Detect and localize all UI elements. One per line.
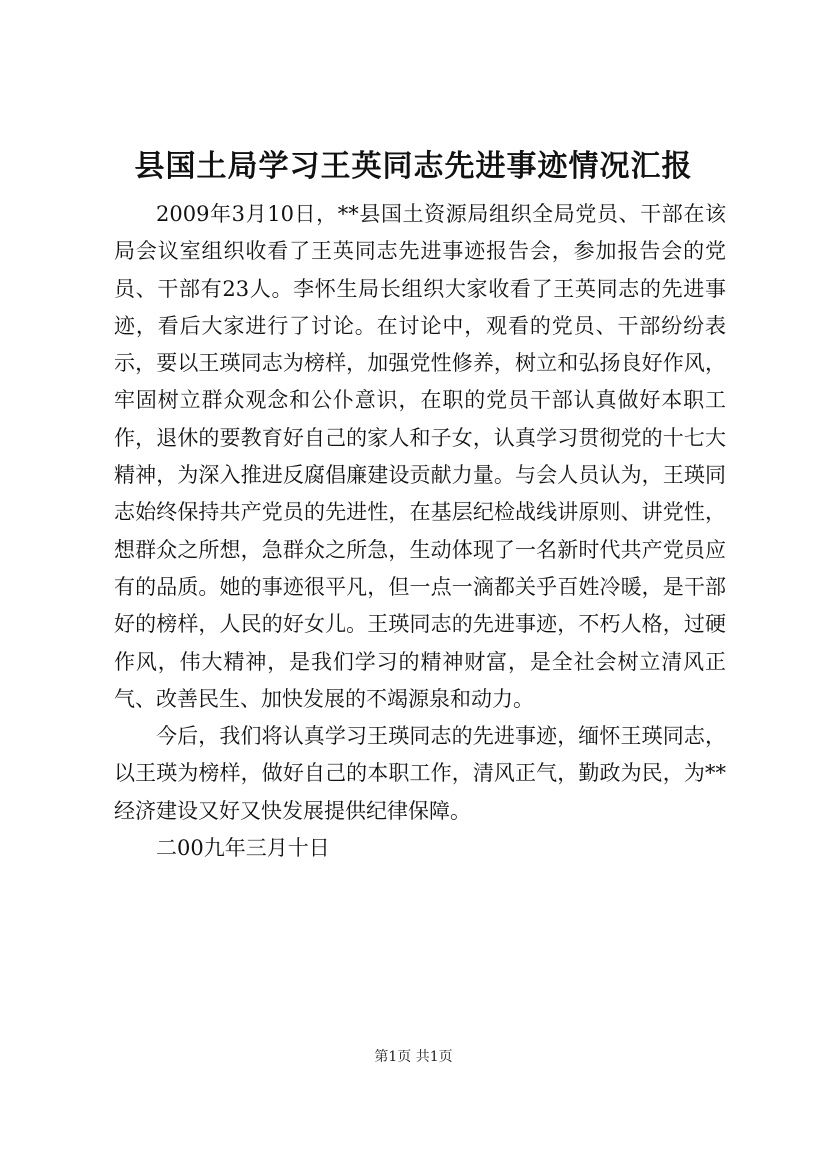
document-body xyxy=(114,196,726,867)
document-date: 二00九年三月十日 xyxy=(156,836,330,861)
body-paragraph-1: 2009年3月10日，**县国土资源局组织全局党员、干部在该局会议室组织收看了王英同志先进事迹报告会，参加报告会的党员、干部有23人。李怀生局长组织大家收看了王英同志的先进事迹，看后大家进行了讨论。在讨论中，观看的党员、干部纷纷表示，要以王瑛同志为榜样，加强党性修养，树立和弘扬良好作风，牢固树立群众观念和公仆意识，在职的党员干部认真做好本职工作，退休的要教育好自己的家人和子女，认真学习贯彻党的十七大精神，为深入推进反腐倡廉建设贡献力量。与会人员认为，王瑛同志始终保持共产党员的先进性，在基层纪检战线讲原则、讲党性，想群众之所想，急群众之所急，生动体现了一名新时代共产党员应有的品质。她的事迹很平凡，但一点一滴都关乎百姓冷暖，是干部好的榜样，人民的好女儿。王瑛同志的先进事迹，不朽人格，过硬作风，伟大精神，是我们学习的精神财富，是全社会树立清风正气、改善民生、加快发展的不竭源泉和动力。 xyxy=(114,202,726,711)
page-footer: 第1页 共1页 xyxy=(374,1049,453,1065)
body-paragraph-2: 今后，我们将认真学习王瑛同志的先进事迹，缅怀王瑛同志，以王瑛为榜样，做好自己的本职工作，清风正气，勤政为民，为**经济建设又好又快发展提供纪律保障。 xyxy=(114,724,726,823)
document-title: 县国土局学习王英同志先进事迹情况汇报 xyxy=(134,149,693,184)
